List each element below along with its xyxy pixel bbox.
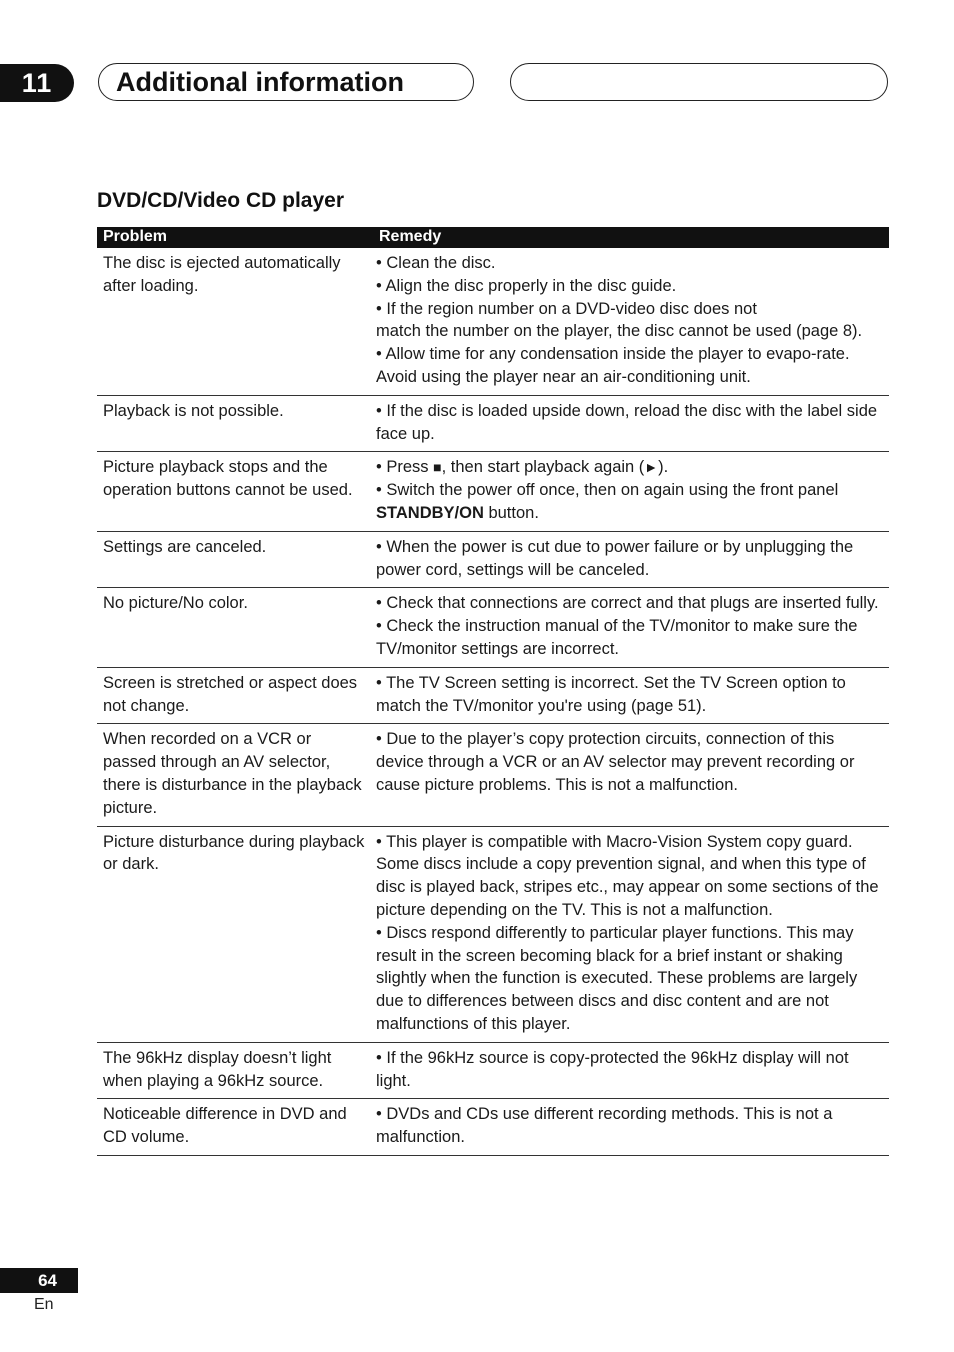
chapter-number-badge: 11 xyxy=(0,64,74,102)
remedy-line xyxy=(376,456,883,479)
remedy-cell xyxy=(373,248,889,395)
standby-on-label: STANDBY/ON xyxy=(376,503,484,522)
table-header-row xyxy=(97,227,889,248)
remedy-text: button. xyxy=(483,503,539,522)
problem-cell: Screen is stretched or aspect does not change. xyxy=(97,667,373,724)
problem-cell: Picture disturbance during playback or dark. xyxy=(97,826,373,1042)
remedy-line: • Due to the player’s copy protection circuits, connection of this device through a VCR or an AV selector may prevent recording or cause picture problems. This is not a malfunction. xyxy=(376,730,855,794)
remedy-line: • Clean the disc. xyxy=(376,254,496,272)
remedy-text: , then start playback again ( xyxy=(441,458,645,477)
remedy-line: • The TV Screen setting is incorrect. Set the TV Screen option to match the TV/monitor you're using (page 51). xyxy=(376,673,846,715)
remedy-line: • If the disc is loaded upside down, reload the disc with the label side face up. xyxy=(376,401,878,443)
table-row xyxy=(97,531,889,588)
remedy-line: • If the 96kHz source is copy-protected the 96kHz display will not light. xyxy=(376,1048,849,1090)
remedy-cell xyxy=(373,531,889,588)
remedy-line: • When the power is cut due to power failure or by unplugging the power cord, settings will be canceled. xyxy=(376,537,854,579)
remedy-line: • Check that connections are correct and that plugs are inserted fully. xyxy=(376,594,879,613)
remedy-line xyxy=(376,479,883,525)
problem-cell: Playback is not possible. xyxy=(97,395,373,452)
column-header-remedy: Remedy xyxy=(373,227,889,248)
table-row xyxy=(97,667,889,724)
remedy-cell xyxy=(373,395,889,452)
table-row xyxy=(97,452,889,531)
remedy-line: • If the region number on a DVD-video disc does not xyxy=(376,299,757,318)
empty-header-frame xyxy=(510,63,888,101)
remedy-cell xyxy=(373,1099,889,1156)
remedy-line: • Allow time for any condensation inside the player to evapo-rate. Avoid using the player near an air-conditioning unit. xyxy=(376,345,850,386)
remedy-line: • Align the disc properly in the disc guide. xyxy=(376,276,677,295)
remedy-cell xyxy=(373,826,889,1042)
language-label: En xyxy=(34,1296,54,1313)
table-row xyxy=(97,248,889,395)
remedy-line: • DVDs and CDs use different recording methods. This is not a malfunction. xyxy=(376,1105,833,1147)
column-header-problem: Problem xyxy=(97,227,373,248)
chapter-title-frame xyxy=(98,63,474,101)
problem-cell: When recorded on a VCR or passed through an AV selector, there is disturbance in the playback picture. xyxy=(97,724,373,826)
remedy-cell xyxy=(373,1042,889,1099)
remedy-line: • Discs respond differently to particular player functions. This may result in the screen becoming black for a brief instant or shaking slightly when the function is executed. These problems are largely due to differences between discs and disc content and are not malfunctions of this player. xyxy=(376,923,858,1033)
remedy-line: • This player is compatible with Macro-Vision System copy guard. Some discs include a copy prevention signal, and when this type of disc is played back, stripes etc., may appear on some sections of the picture depending on the TV. This is not a malfunction. xyxy=(376,832,879,919)
remedy-cell xyxy=(373,588,889,667)
problem-cell: The 96kHz display doesn’t light when playing a 96kHz source. xyxy=(97,1042,373,1099)
remedy-cell xyxy=(373,667,889,724)
remedy-text: ). xyxy=(658,458,669,477)
stop-icon: ■ xyxy=(433,459,442,476)
problem-cell: The disc is ejected automatically after loading. xyxy=(97,248,373,395)
remedy-text: • Press xyxy=(376,458,434,477)
page-number: 64 xyxy=(0,1268,78,1293)
table-row xyxy=(97,588,889,667)
table-row xyxy=(97,395,889,452)
remedy-cell xyxy=(373,452,889,531)
section-heading: DVD/CD/Video CD player xyxy=(97,189,345,212)
table-row xyxy=(97,1042,889,1099)
problem-cell: Noticeable difference in DVD and CD volume. xyxy=(97,1099,373,1156)
chapter-title: Additional information xyxy=(116,67,404,97)
play-icon: ► xyxy=(644,459,659,476)
table-row xyxy=(97,1099,889,1156)
remedy-cell xyxy=(373,724,889,826)
problem-cell: Settings are canceled. xyxy=(97,531,373,588)
table-row xyxy=(97,724,889,826)
remedy-text: • Switch the power off once, then on again using the front panel xyxy=(376,481,839,500)
problem-cell: Picture playback stops and the operation buttons cannot be used. xyxy=(97,452,373,531)
remedy-line: match the number on the player, the disc cannot be used (page 8). xyxy=(376,322,863,341)
problem-cell: No picture/No color. xyxy=(97,588,373,667)
troubleshooting-table xyxy=(97,227,889,1156)
remedy-line: • Check the instruction manual of the TV/monitor to make sure the TV/monitor settings are incorrect. xyxy=(376,617,858,658)
table-row xyxy=(97,826,889,1042)
